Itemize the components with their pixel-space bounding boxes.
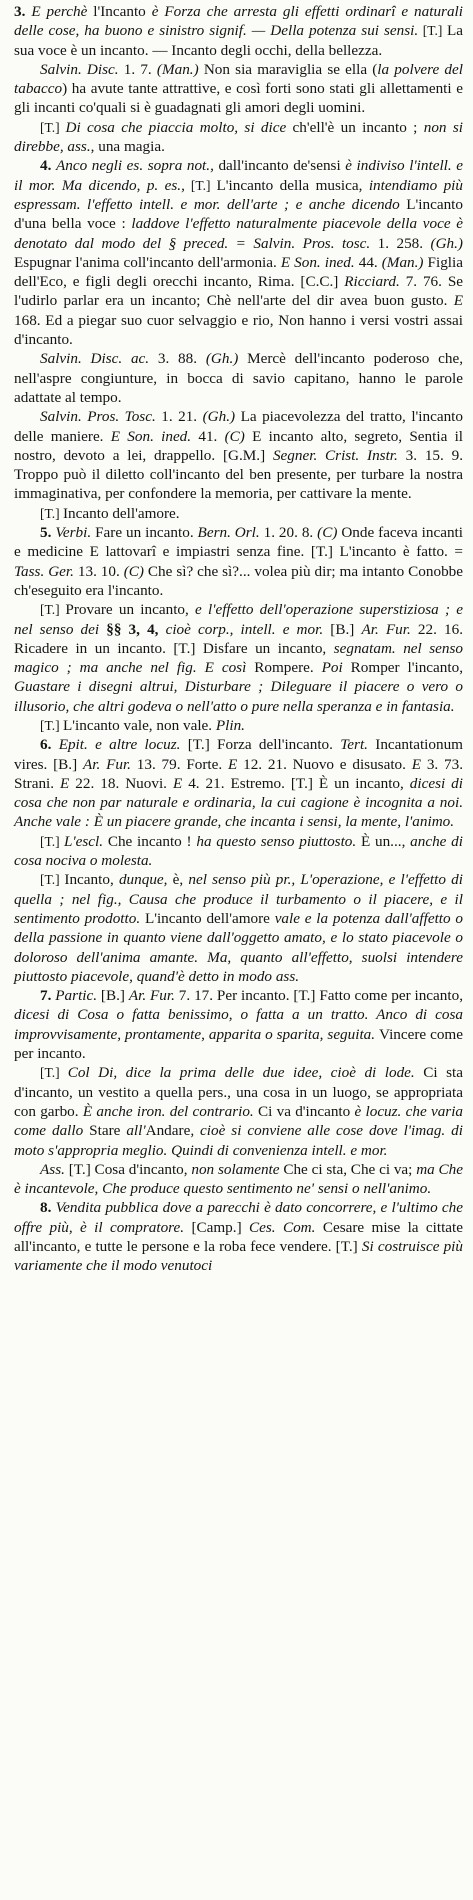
text-segment: (C) xyxy=(123,562,144,580)
text-segment: [T.] xyxy=(40,602,66,618)
text-segment: E Son. ined. xyxy=(280,253,359,271)
text-segment: Ci sta d'incanto, un vestito a quella pers., una cosa in un luogo, se appropriata con garbo. xyxy=(14,1064,463,1120)
text-segment: 4. 21. Estremo. [T.] È un incanto, xyxy=(188,774,410,792)
text-segment: [T.] xyxy=(40,1065,68,1081)
text-segment: Provare un incanto, xyxy=(65,601,196,619)
text-segment: dall'incanto de'sensi xyxy=(218,157,346,175)
entry-paragraph xyxy=(14,600,463,716)
text-segment: E xyxy=(228,755,244,773)
entry-paragraph xyxy=(14,504,463,523)
text-segment: Non sia maraviglia se ella ( xyxy=(198,60,378,78)
text-segment: Ar. Fur. xyxy=(361,620,418,638)
entry-paragraph xyxy=(14,2,463,60)
text-segment: Stare xyxy=(89,1122,127,1140)
text-segment: [B.] xyxy=(97,987,129,1005)
entry-paragraph xyxy=(14,832,463,871)
entry-paragraph xyxy=(14,735,463,831)
text-segment: È anche iron. del contrario. xyxy=(82,1102,258,1120)
text-segment: 168. Ed a piegar suo cuor selvaggio e rio, Non hanno i versi vostri assai d'incanto. xyxy=(14,311,463,349)
text-segment: non si direbbe, ass. xyxy=(14,118,463,156)
text-segment: [T.] xyxy=(40,833,64,849)
text-segment: Onde faceva incanti e medicine E lattovarî e impiastri senza fine. [T.] L'incanto è fatto. = xyxy=(14,524,463,561)
text-segment: Plin. xyxy=(215,716,245,734)
text-segment: [T.] xyxy=(40,505,63,521)
text-segment: dicesi di cosa che non par naturale e ordinaria, la cui cagione è incognita a noi. Anche vale : xyxy=(14,774,463,831)
text-segment: ma xyxy=(416,1160,439,1178)
text-segment: È un piacere grande, che incanta i sensi, la mente, l'animo. xyxy=(93,813,455,831)
text-segment: 13. 10. xyxy=(77,562,124,580)
text-segment: anche di cosa nociva o molesta. xyxy=(14,832,463,870)
text-segment: 3. 15. 9. Troppo può il diletto coll'incanto del ben presente, per turbare la nostra immaginativa, per confondere la memoria, per cattivare la mente. xyxy=(14,446,464,503)
text-segment: dunque, xyxy=(118,871,173,889)
text-segment: ha questo senso piuttosto. xyxy=(196,832,361,850)
text-segment: Salvin. Disc. xyxy=(40,60,124,78)
text-segment: E incanto alto, segreto, Sentia il nostro, devoto a lei, drappello. [G.M.] xyxy=(14,427,464,464)
text-segment: 1. 21. xyxy=(161,408,203,426)
text-segment: 22. 16. Ricadere in un incanto. [T.] Disfare un incanto, xyxy=(14,620,463,657)
text-segment: è, xyxy=(172,871,189,889)
text-segment: L'incanto della musica, xyxy=(216,176,369,194)
text-segment: Ces. Com. xyxy=(249,1218,323,1236)
text-segment: all' xyxy=(126,1122,146,1140)
text-segment: [T.] Forza dell'incanto. xyxy=(180,736,341,754)
text-segment: Salvin. Disc. ac. xyxy=(40,350,158,368)
text-segment: non solamente xyxy=(191,1160,284,1178)
text-segment: intendiamo più espressam. l'effetto intell. e mor. dell'arte ; e anche dicendo xyxy=(14,176,463,213)
text-segment: Mercè dell'incanto poderoso che, nell'aspre congiunture, in bocca di savio capitano, hanno le parole adattate al tempo. xyxy=(14,350,463,406)
text-segment: 1. 258. xyxy=(377,234,431,252)
text-segment: Romper l'incanto, xyxy=(350,659,463,677)
text-segment: Che è incantevole, Che produce questo sentimento ne' sensi o nell'animo. xyxy=(14,1160,464,1198)
text-segment: Incantationum vires. [B.] xyxy=(14,736,463,773)
text-segment: 3. 73. Strani. xyxy=(14,755,464,792)
text-segment: Incanto, xyxy=(64,871,119,889)
entry-paragraph xyxy=(14,1198,463,1275)
entry-paragraph xyxy=(14,349,463,407)
text-segment: è indiviso l'intell. e il mor. Ma dicendo, p. es., xyxy=(14,157,463,194)
text-segment: 6. xyxy=(40,736,59,754)
text-segment: Segner. Crist. Instr. xyxy=(272,446,406,464)
text-segment: E xyxy=(172,774,189,792)
text-segment: Incanto dell'amore. xyxy=(63,504,180,522)
text-segment: 5. xyxy=(40,524,56,542)
text-segment: Salvin. Pros. Tosc. xyxy=(40,408,162,426)
text-segment: 7. 76. Se l'udirlo parlar era un incanto; Chè nell'arte del dir avea buon gusto. xyxy=(14,273,464,310)
text-segment: Che incanto ! xyxy=(107,832,197,850)
text-segment: Ar. Fur. xyxy=(82,755,137,773)
text-segment: nel senso più pr., L'operazione, e l'effetto di quella ; nel fig., Causa che produce il turbamento o il piacere, e il sentimento prodotto. xyxy=(14,871,463,927)
text-segment: 8. xyxy=(40,1199,56,1217)
text-segment: Col Di, dice la prima delle due idee, cioè di lode. xyxy=(67,1064,424,1082)
text-segment: Ass. xyxy=(40,1160,69,1178)
text-segment: Vendita pubblica dove a parecchi è dato concorrere, e l'ultimo che offre più, è il compratore. xyxy=(14,1199,464,1236)
text-segment: Di cosa che piaccia molto, si dice xyxy=(65,118,293,136)
text-segment: Rompere. xyxy=(254,659,322,677)
text-segment: Verbi. xyxy=(55,524,96,542)
text-segment: segnatam. nel senso magico ; ma anche nel fig. E così xyxy=(14,639,463,677)
text-segment: Epit. e altre locuz. xyxy=(58,736,181,754)
text-segment: (Gh.) xyxy=(430,234,463,252)
text-segment: vale e la potenza dall'affetto o della passione in quanto viene dall'oggetto amato, e lo stato piacevole o doloroso dell'anima amante. Ma, quanto all'effetto, suolsi intendere piuttosto piacevole, quand'è detto in modo ass. xyxy=(14,909,463,985)
text-segment: laddove l'effetto naturalmente piacevole della voce è denotato dal modo del § preced. = Salvin. Pros. tosc. xyxy=(14,215,463,252)
text-segment: [B.] xyxy=(323,620,362,638)
text-segment: 1. 7. xyxy=(123,60,157,78)
text-segment: Poi xyxy=(321,659,351,677)
text-segment: L'incanto vale, non vale. xyxy=(63,716,216,734)
text-segment: Anco negli es. sopra not., xyxy=(55,157,219,175)
text-segment: [T.] xyxy=(418,23,447,39)
text-segment: è locuz. che varia come dallo xyxy=(14,1102,464,1140)
text-segment: [T.] xyxy=(40,119,66,135)
text-segment: l'Incanto xyxy=(93,3,152,20)
entry-paragraph xyxy=(14,523,463,600)
text-segment: L'incanto dell'amore xyxy=(144,909,275,927)
text-segment: L'escl. xyxy=(63,832,108,850)
text-segment: E xyxy=(60,774,76,792)
text-segment: 44. xyxy=(358,253,382,271)
text-segment: 41. xyxy=(198,427,225,445)
text-segment: 12. 21. Nuovo e disusato. xyxy=(243,755,412,773)
text-segment: ch'ell'è un incanto ; xyxy=(292,118,424,136)
entry-paragraph xyxy=(14,716,463,735)
text-segment: È un..., xyxy=(360,832,411,850)
text-segment: e l'effetto dell'operazione superstiziosa ; e nel senso dei xyxy=(14,601,463,638)
text-segment: Si costruisce più variamente che il modo venutoci xyxy=(14,1238,463,1275)
text-segment: (Man.) xyxy=(381,253,424,271)
entry-paragraph xyxy=(14,1160,463,1199)
text-segment: Vincere come per incanto. xyxy=(14,1025,463,1063)
text-segment: (C) xyxy=(224,427,245,445)
text-segment: L'incanto d'una bella voce : xyxy=(14,195,463,233)
text-segment: è Forza che arresta gli effetti ordinarî e naturali delle cose, ha buono e sinistro signif. — Della potenza sui sensi. xyxy=(14,3,463,40)
text-segment: E xyxy=(453,292,463,310)
text-segment: Ricciard. xyxy=(344,273,406,291)
text-segment: Guastare i disegni altrui, Disturbare ; Dileguare il piacere o vero o illusorio, che altri godeva o nell'atto o pure nella speranza e in fantasia. xyxy=(14,678,463,715)
text-segment: Partic. xyxy=(55,987,98,1005)
text-segment: E Son. ined. xyxy=(110,427,199,445)
text-segment: La sua voce è un incanto. — Incanto degli occhi, della bellezza. xyxy=(14,22,463,59)
text-segment: ) ha avute tante attrattive, e così forti sono stati gli allettamenti e gli incanti co'quali si è guadagnati gli amori degli uomini. xyxy=(14,80,463,117)
text-segment: Che ci sta, Che ci va; xyxy=(283,1160,417,1178)
text-segment: (C) xyxy=(317,524,338,542)
entry-paragraph xyxy=(14,60,463,118)
text-segment: 13. 79. Forte. xyxy=(136,755,228,773)
entry-paragraph xyxy=(14,1063,463,1159)
text-segment: (Man.) xyxy=(156,60,199,78)
text-segment: (Gh.) xyxy=(202,408,236,426)
text-segment: 22. 18. Nuovi. xyxy=(75,774,173,792)
text-segment: Tass. Ger. xyxy=(14,562,78,580)
text-segment: La piacevolezza del tratto, l'incanto delle maniere. xyxy=(14,408,463,445)
text-segment: Andare xyxy=(145,1122,191,1140)
text-segment: [T.] Cosa d'incanto, xyxy=(68,1160,192,1178)
text-segment: Ci va d'incanto xyxy=(257,1102,355,1120)
text-segment: la polvere del tabacco xyxy=(14,60,463,98)
entry-paragraph xyxy=(14,156,463,349)
entry-paragraph xyxy=(14,118,463,157)
entry-paragraph xyxy=(14,870,463,986)
text-segment: 4. xyxy=(40,157,56,175)
text-segment: Cesare mise la cittate all'incanto, e tutte le persone e la roba fece vendere. [T.] xyxy=(14,1218,463,1255)
text-segment: 7. xyxy=(40,987,56,1005)
text-segment: cioè corp., intell. e mor. xyxy=(165,620,324,638)
text-segment: Espugnar l'anima coll'incanto dell'armonia. xyxy=(14,253,281,271)
text-segment: Tert. xyxy=(340,736,376,754)
text-segment: Fare un incanto. xyxy=(95,524,198,542)
text-segment: dicesi di Cosa o fatta benissimo, o fatta a un tratto. Anco di cosa improvvisamente, prontamente, apparita o sparita, seguita. xyxy=(14,1006,463,1043)
text-segment: [T.] xyxy=(184,177,217,193)
text-segment: §§ 3, 4, xyxy=(106,620,166,638)
text-segment: Ar. Fur. xyxy=(128,987,179,1005)
entry-paragraph xyxy=(14,407,463,503)
text-segment: E perchè xyxy=(31,3,94,20)
text-segment: Figlia dell'Eco, e figli degli orecchi incanto, Rima. [C.C.] xyxy=(14,253,463,291)
text-segment: , cioè si conviene alle cose dove l'imag. di moto s'appropria meglio. Quindi di convenienza intell. e mor. xyxy=(14,1122,463,1159)
text-segment: 1. 20. 8. xyxy=(263,524,318,542)
text-segment: 3. xyxy=(14,3,32,20)
text-segment: [T.] xyxy=(40,872,65,888)
text-segment: [T.] xyxy=(40,717,63,733)
text-segment: 7. 17. Per incanto. [T.] Fatto come per incanto, xyxy=(178,987,463,1005)
text-segment: Che sì? che sì?... volea più dir; ma intanto Conobbe ch'eseguito era l'incanto. xyxy=(14,562,464,599)
text-segment: 3. 88. xyxy=(157,350,206,368)
entry-paragraph xyxy=(14,986,463,1063)
text-segment: [Camp.] xyxy=(184,1218,250,1236)
text-segment: Bern. Orl. xyxy=(197,524,264,542)
text-segment: (Gh.) xyxy=(205,350,239,368)
text-segment: , una magia. xyxy=(90,138,165,156)
text-segment: E xyxy=(411,755,427,773)
